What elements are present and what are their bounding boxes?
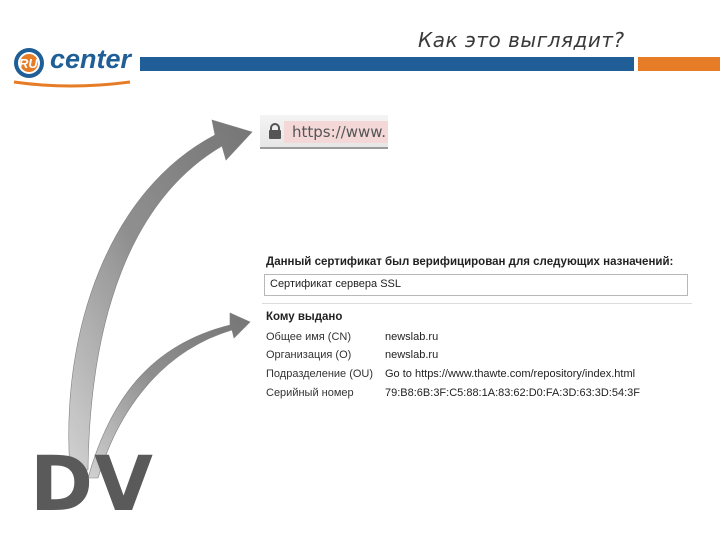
cert-row-value: Go to https://www.thawte.com/repository/index.html: [385, 368, 636, 380]
issued-to-title: Кому выдано: [266, 311, 343, 323]
url-text: https://www.: [292, 123, 386, 141]
lock-icon: [268, 123, 282, 139]
cert-row-label: Подразделение (OU): [266, 368, 374, 380]
cert-row-label: Серийный номер: [266, 387, 354, 399]
header-bar-blue: [140, 57, 634, 71]
cert-row-value: newslab.ru: [385, 331, 439, 343]
ru-center-logo: [10, 38, 140, 100]
certificate-panel: [262, 247, 692, 412]
divider: [262, 303, 692, 304]
cert-row: [266, 349, 686, 367]
logo-badge-text: RU: [19, 56, 38, 71]
cert-row: [266, 331, 686, 349]
dv-label: DV: [30, 439, 154, 528]
purpose-value: Сертификат сервера SSL: [270, 278, 401, 290]
cert-row-value: newslab.ru: [385, 349, 439, 361]
cert-row-value: 79:B8:6B:3F:C5:88:1A:83:62:D0:FA:3D:63:3D:54:3F: [385, 387, 640, 399]
cert-row-label: Организация (O): [266, 349, 352, 361]
browser-address-bar[interactable]: [260, 115, 388, 149]
cert-row: [266, 387, 686, 405]
header-bar-orange: [638, 57, 720, 71]
arrow-to-address-bar: [69, 120, 252, 470]
purpose-title: Данный сертификат был верифицирован для следующих назначений:: [266, 256, 674, 268]
cert-row-label: Общее имя (CN): [266, 331, 352, 343]
logo-text: center: [50, 44, 132, 74]
slide-title: Как это выглядит?: [418, 28, 625, 52]
purpose-value-box: [264, 274, 688, 296]
cert-row: [266, 368, 686, 386]
